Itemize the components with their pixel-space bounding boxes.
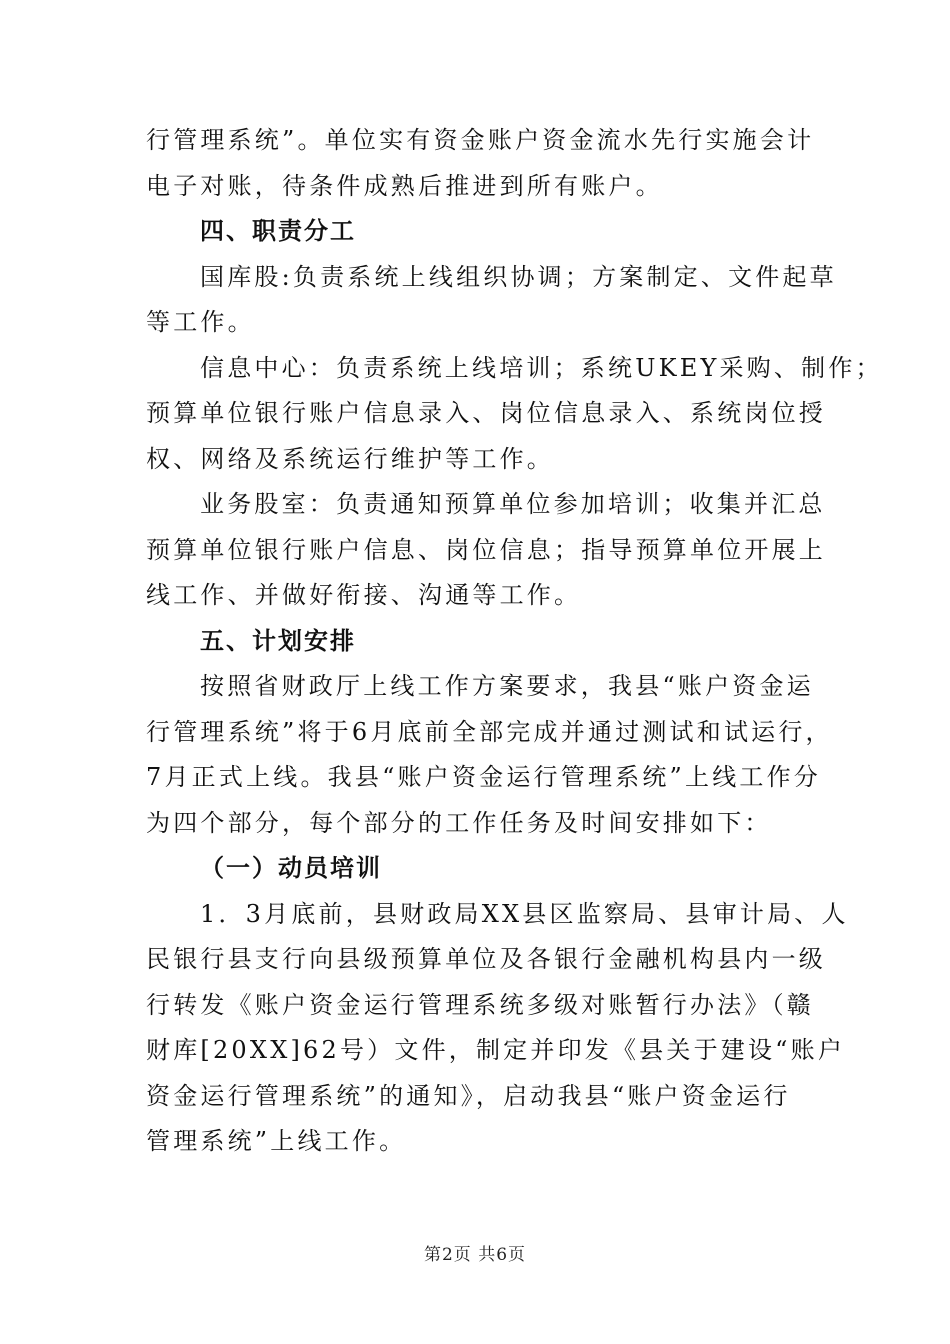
section-heading-5: 五、计划安排 xyxy=(200,626,356,655)
body-line: 行转发《账户资金运行管理系统多级对账暂行办法》（赣 xyxy=(146,990,814,1019)
body-line: 7月正式上线。我县“账户资金运行管理系统”上线工作分 xyxy=(146,763,822,791)
body-line: 权、网络及系统运行维护等工作。 xyxy=(146,444,554,473)
document-body xyxy=(146,118,883,1165)
body-line: 预算单位银行账户信息录入、岗位信息录入、系统岗位授 xyxy=(146,399,826,427)
body-line: 民银行县支行向县级预算单位及各银行金融机构县内一级 xyxy=(146,945,826,973)
body-line: 预算单位银行账户信息、岗位信息；指导预算单位开展上 xyxy=(146,535,826,564)
body-line: 为四个部分，每个部分的工作任务及时间安排如下： xyxy=(146,808,772,837)
section-heading-4: 四、职责分工 xyxy=(200,217,356,245)
paragraph-start: 业务股室：负责通知预算单位参加培训；收集并汇总 xyxy=(200,490,826,518)
body-line: 等工作。 xyxy=(146,308,255,336)
body-line: 行管理系统”将于6月底前全部完成并通过测试和试运行， xyxy=(146,717,833,746)
subsection-heading-1: （一）动员培训 xyxy=(200,854,382,882)
body-line: 财库[20XX]62号）文件，制定并印发《县关于建设“账户 xyxy=(146,1036,846,1064)
paragraph-start: 国库股:负责系统上线组织协调；方案制定、文件起草 xyxy=(200,262,837,291)
paragraph-start: 信息中心：负责系统上线培训；系统UKEY采购、制作； xyxy=(200,353,883,382)
page-number-footer: 第2页 共6页 xyxy=(423,1245,527,1265)
body-line: 资金运行管理系统”的通知》，启动我县“账户资金运行 xyxy=(146,1081,791,1110)
paragraph-start: 1．3月底前，县财政局XX县区监察局、县审计局、人 xyxy=(200,899,849,928)
body-line: 线工作、并做好衔接、沟通等工作。 xyxy=(146,581,582,609)
paragraph-start: 按照省财政厅上线工作方案要求，我县“账户资金运 xyxy=(200,672,814,700)
body-line: 电子对账，待条件成熟后推进到所有账户。 xyxy=(146,171,663,200)
body-line: 管理系统”上线工作。 xyxy=(146,1127,407,1155)
body-line: 行管理系统”。单位实有资金账户资金流水先行实施会计 xyxy=(146,126,815,154)
